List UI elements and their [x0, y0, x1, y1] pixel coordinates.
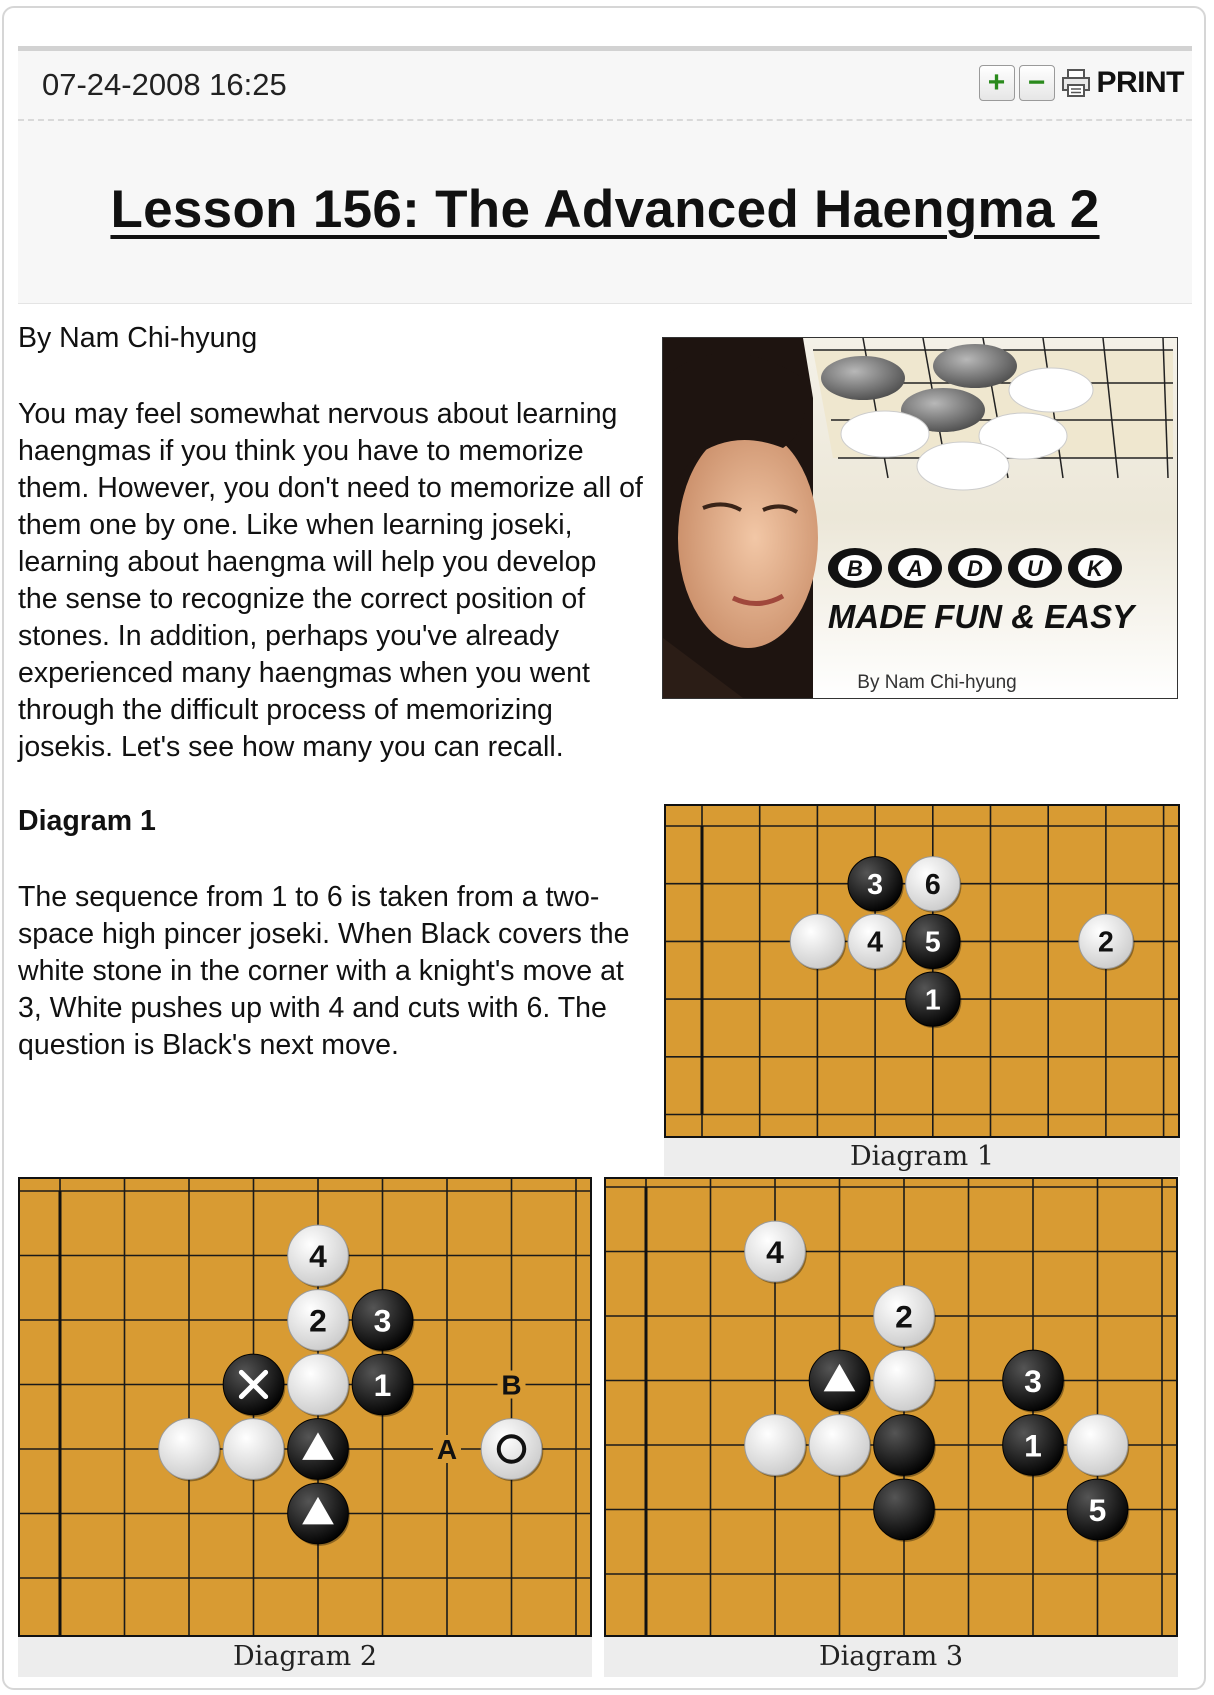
diagram-2: [18, 1177, 592, 1677]
banner-byline: By Nam Chi-hyung: [857, 672, 1017, 693]
print-link[interactable]: PRINT: [1096, 66, 1184, 99]
printer-icon[interactable]: [1059, 67, 1093, 99]
go-board-1: [666, 806, 1178, 1136]
diagram1-description: The sequence from 1 to 6 is taken from a two-space high pincer joseki. When Black covers the white stone in the corner with a knight's move at 3, White pushes up with 4 and cuts with 6. The question is Black's next move.: [18, 881, 630, 1061]
post-date: 07-24-2008 16:25: [42, 67, 287, 102]
move-number: 3: [867, 869, 884, 902]
move-number: 4: [867, 926, 884, 959]
move-number: 2: [895, 1298, 913, 1335]
move-number: 1: [924, 984, 941, 1017]
move-number: 4: [766, 1234, 784, 1271]
logo-letter: D: [967, 556, 983, 581]
diagram-1-caption: Diagram 1: [664, 1138, 1180, 1176]
board-point-label: A: [436, 1434, 458, 1465]
go-board-2: [20, 1179, 590, 1635]
article-byline: By Nam Chi-hyung: [18, 322, 258, 354]
article-tools: [979, 63, 1185, 103]
move-number: 5: [924, 926, 941, 959]
logo-letter: U: [1027, 556, 1043, 581]
diagram-3-caption: Diagram 3: [604, 1637, 1178, 1677]
go-board-3: [606, 1179, 1176, 1635]
banner-illustration: [663, 338, 1177, 698]
move-number: 3: [373, 1302, 392, 1339]
zoom-out-button[interactable]: −: [1019, 65, 1055, 101]
board-point-label: B: [501, 1369, 522, 1401]
move-number: 3: [1024, 1363, 1042, 1400]
banner-image: [662, 337, 1178, 699]
intro-text: You may feel somewhat nervous about learning haengmas if you think you have to memorize them. However, you don't need to memorize all of them one by one. Like when learning joseki, learning about haengma will help you develop the sense to recognize the correct position of stones. In addition, perhaps you've already experienced many haengmas when you went through the difficult process of memorizing josekis. Let's see how many you can recall.: [18, 398, 643, 763]
page-title: Lesson 156: The Advanced Haengma 2: [110, 180, 1100, 239]
diagram-2-caption: Diagram 2: [18, 1637, 592, 1677]
logo-letter: K: [1087, 556, 1103, 581]
person-portrait: [663, 338, 818, 698]
banner-tagline: MADE FUN & EASY: [827, 598, 1135, 635]
logo-letter: A: [907, 556, 923, 581]
move-number: 1: [1024, 1427, 1042, 1464]
move-number: 6: [924, 869, 941, 902]
diagram-3: [604, 1177, 1178, 1677]
diagram1-heading: Diagram 1: [18, 805, 156, 837]
zoom-in-button[interactable]: +: [979, 65, 1015, 101]
move-number: 2: [309, 1302, 327, 1339]
move-number: 5: [1088, 1492, 1107, 1529]
move-number: 2: [1097, 926, 1114, 959]
article-header: [18, 51, 1192, 304]
move-number: 1: [373, 1367, 392, 1404]
logo-letter: B: [847, 556, 863, 581]
header-divider: [18, 119, 1192, 121]
move-number: 4: [309, 1238, 327, 1275]
diagram-1: [664, 804, 1180, 1176]
